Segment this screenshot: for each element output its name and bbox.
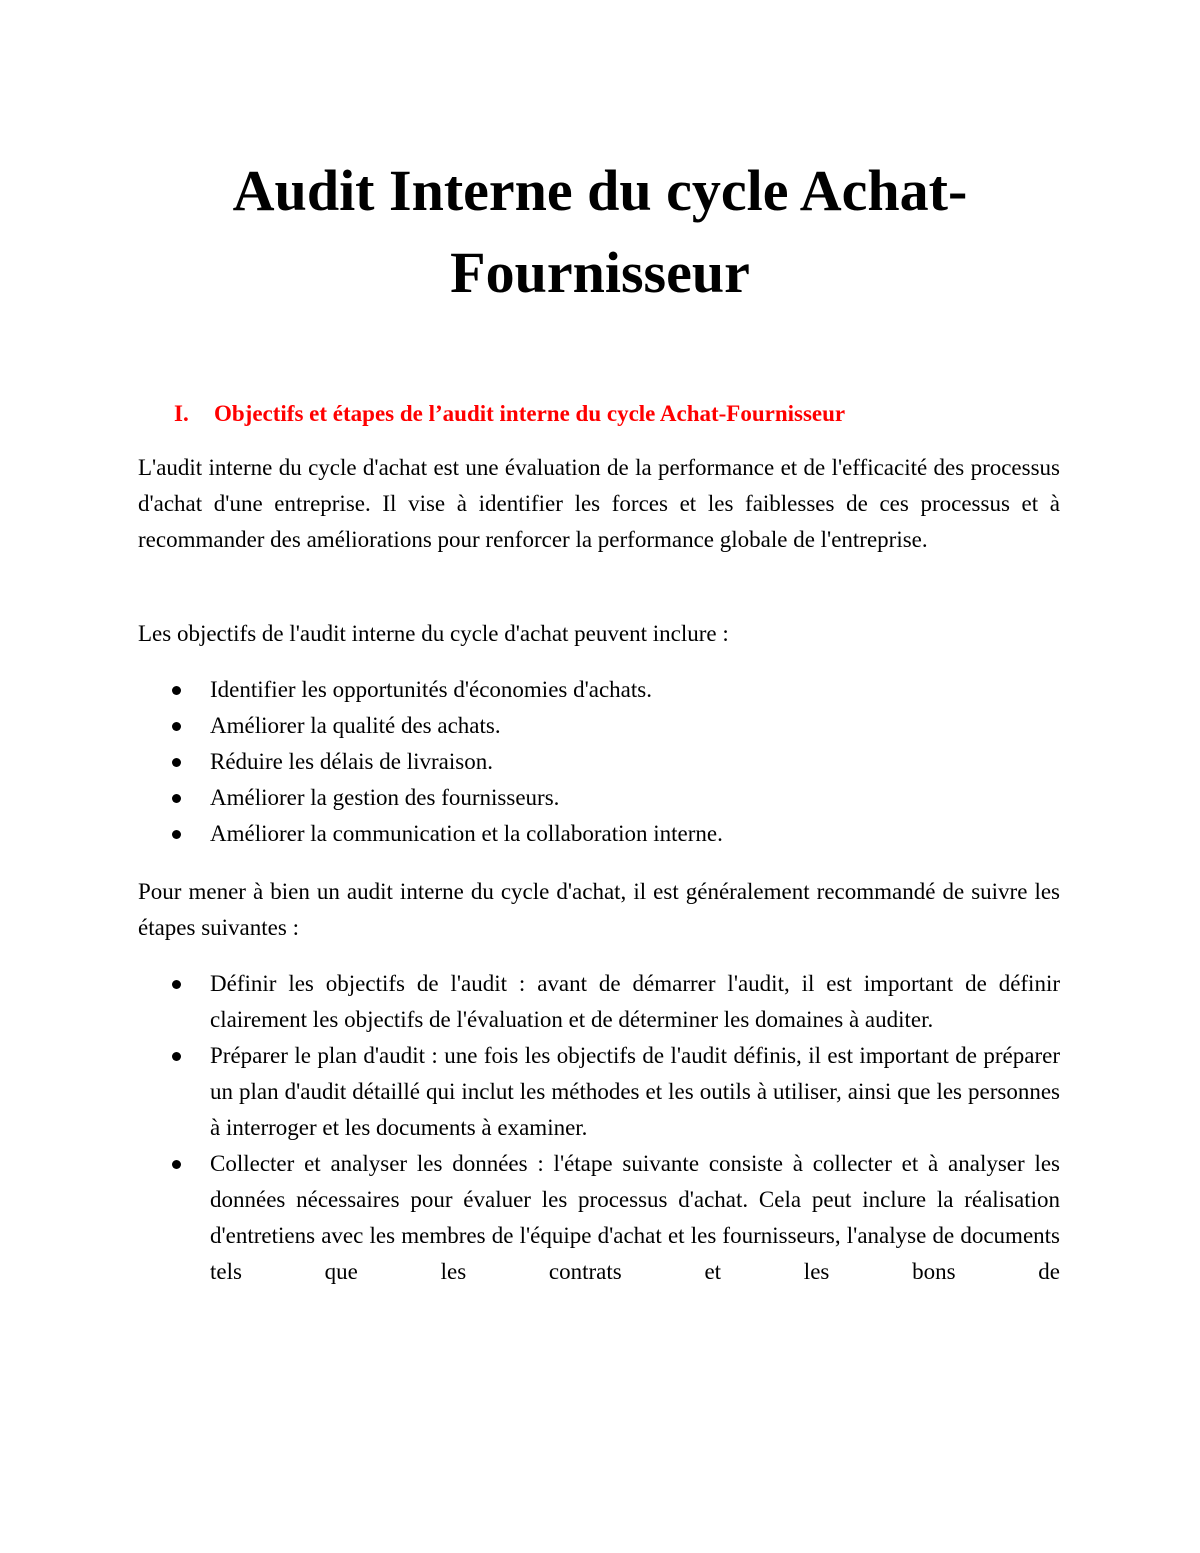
- bullet-icon: [172, 980, 181, 989]
- list-item-text: Préparer le plan d'audit : une fois les objectifs de l'audit définis, il est important de préparer un plan d'audit détaillé qui inclut les méthodes et les outils à utiliser, ainsi que les personnes à interroger et les documents à examiner.: [210, 1043, 1060, 1140]
- list-item: [138, 780, 1060, 816]
- bullet-icon: [172, 758, 181, 767]
- list-item-text: Collecter et analyser les données : l'étape suivante consiste à collecter et à analyser les données nécessaires pour évaluer les processus d'achat. Cela peut inclure la réalisation d'entretiens avec les membres de l'équipe d'achat et les fournisseurs, l'analyse de documents tels que les contrats et les bons de: [210, 1151, 1060, 1284]
- list-item-text: Réduire les délais de livraison.: [210, 749, 493, 774]
- list-item: [138, 1146, 1060, 1290]
- steps-intro-paragraph: Pour mener à bien un audit interne du cycle d'achat, il est généralement recommandé de suivre les étapes suivantes :: [138, 879, 1060, 940]
- bullet-icon: [172, 830, 181, 839]
- section-number: I.: [174, 401, 189, 426]
- objectives-list: [138, 672, 1060, 852]
- steps-list: [138, 966, 1060, 1290]
- list-item: [138, 672, 1060, 708]
- list-item-text: Améliorer la gestion des fournisseurs.: [210, 785, 560, 810]
- document-title: [0, 150, 1200, 314]
- bullet-icon: [172, 1160, 181, 1169]
- list-item: [138, 708, 1060, 744]
- list-item: [138, 816, 1060, 852]
- objectives-intro-paragraph: Les objectifs de l'audit interne du cycle d'achat peuvent inclure :: [138, 621, 729, 646]
- list-item-text: Améliorer la communication et la collaboration interne.: [210, 821, 723, 846]
- bullet-icon: [172, 686, 181, 695]
- list-item: [138, 744, 1060, 780]
- list-item-text: Identifier les opportunités d'économies d'achats.: [210, 677, 652, 702]
- list-item: [138, 966, 1060, 1038]
- list-item-text: Définir les objectifs de l'audit : avant de démarrer l'audit, il est important de définir clairement les objectifs de l'évaluation et de déterminer les domaines à auditer.: [210, 971, 1060, 1032]
- list-item-text: Améliorer la qualité des achats.: [210, 713, 501, 738]
- bullet-icon: [172, 1052, 181, 1061]
- title-line-1: Audit Interne du cycle Achat-: [232, 158, 968, 223]
- bullet-icon: [172, 794, 181, 803]
- list-item: [138, 1038, 1060, 1146]
- bullet-icon: [172, 722, 181, 731]
- section-heading-text: Objectifs et étapes de l’audit interne du cycle Achat-Fournisseur: [214, 401, 846, 426]
- title-line-2: Fournisseur: [450, 240, 750, 305]
- intro-paragraph: L'audit interne du cycle d'achat est une évaluation de la performance et de l'efficacité des processus d'achat d'une entreprise. Il vise à identifier les forces et les faiblesses de ces processus et à recommander des améliorations pour renforcer la performance globale de l'entreprise.: [138, 455, 1060, 552]
- section-heading: [174, 398, 845, 430]
